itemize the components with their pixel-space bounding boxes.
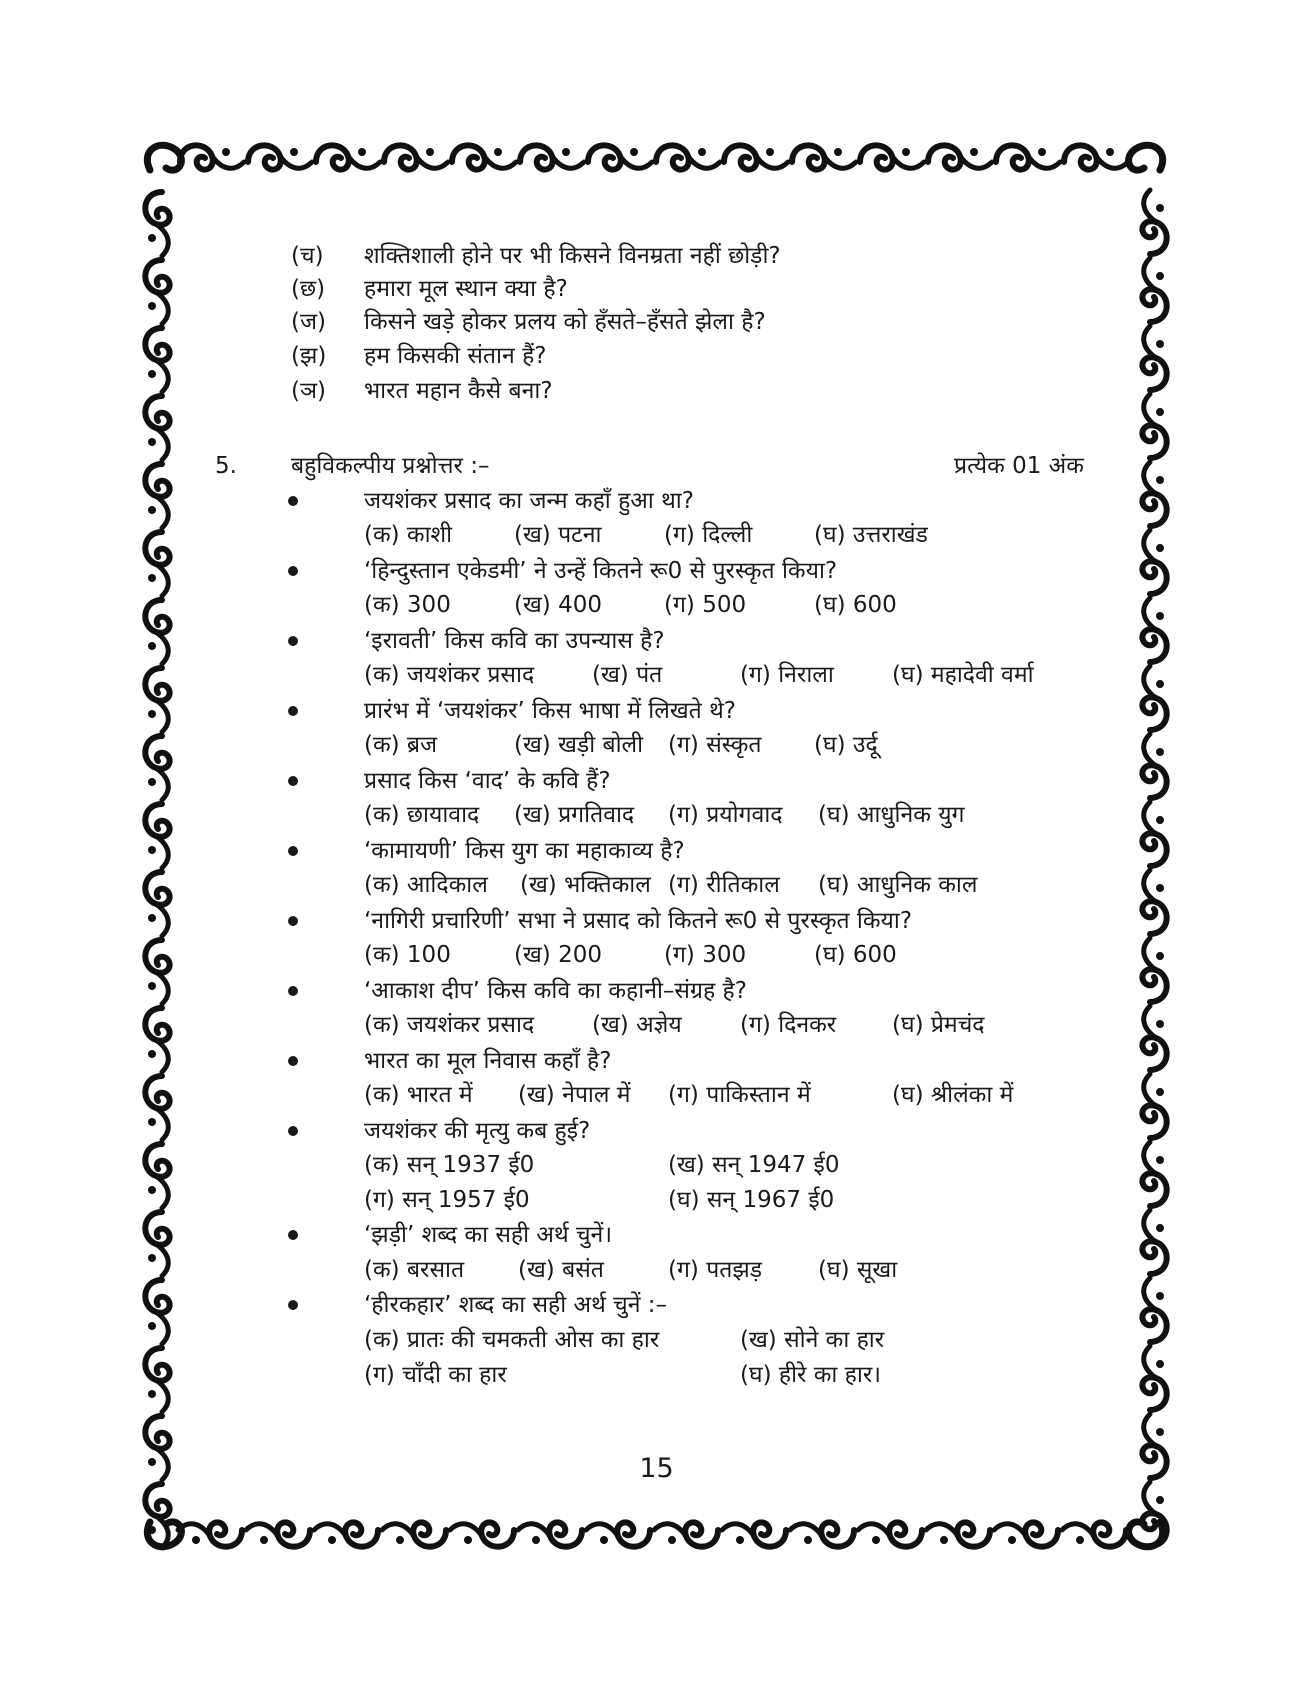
mcq-question: ‘नागिरी प्रचारिणी’ सभा ने प्रसाद को कितने रू0 से पुरस्कृत किया?: [364, 908, 913, 934]
section-number: 5.: [215, 453, 237, 479]
mcq-question: जयशंकर की मृत्यु कब हुई?: [364, 1118, 591, 1144]
mcq-option: (घ) सूखा: [818, 1257, 898, 1283]
mcq-question: जयशंकर प्रसाद का जन्म कहाँ हुआ था?: [364, 488, 694, 514]
subquestion-text: भारत महान कैसे बना?: [364, 378, 553, 404]
mcq-option: (ग) दिल्ली: [664, 522, 753, 548]
bullet-icon: [288, 636, 298, 646]
mcq-option: (ग) 500: [664, 592, 747, 618]
mcq-option: (ख) प्रगतिवाद: [514, 802, 635, 828]
mcq-option: (ग) संस्कृत: [668, 732, 762, 758]
mcq-option: (क) जयशंकर प्रसाद: [364, 662, 535, 688]
mcq-option: (घ) सन् 1967 ई0: [668, 1187, 835, 1213]
subquestion-label: (छ): [291, 276, 326, 302]
mcq-option: (घ) उर्दू: [814, 732, 878, 758]
bullet-icon: [288, 1230, 298, 1240]
mcq-option: (ख) 400: [514, 592, 602, 618]
mcq-option: (ख) सन् 1947 ई0: [668, 1152, 840, 1178]
mcq-option: (क) छायावाद: [364, 802, 480, 828]
subquestion-label: (च): [291, 243, 324, 269]
mcq-question: ‘हीरकहार’ शब्द का सही अर्थ चुनें :–: [364, 1292, 668, 1318]
bullet-icon: [288, 1056, 298, 1066]
mcq-question: प्रसाद किस ‘वाद’ के कवि हैं?: [364, 768, 611, 794]
subquestion-label: (ज): [291, 309, 327, 335]
mcq-option: (ख) 200: [514, 942, 602, 968]
bullet-icon: [288, 1126, 298, 1136]
mcq-question: प्रारंभ में ‘जयशंकर’ किस भाषा में लिखते थे?: [364, 698, 736, 724]
mcq-option: (क) प्रातः की चमकती ओस का हार: [364, 1327, 660, 1353]
mcq-option: (घ) 600: [814, 592, 897, 618]
mcq-option: (घ) आधुनिक काल: [818, 872, 978, 898]
mcq-option: (घ) उत्तराखंड: [814, 522, 928, 548]
mcq-option: (ख) पटना: [514, 522, 602, 548]
page-number: 15: [639, 1453, 674, 1484]
mcq-option: (ग) प्रयोगवाद: [668, 802, 783, 828]
bullet-icon: [288, 706, 298, 716]
mcq-option: (क) काशी: [364, 522, 453, 548]
subquestion-label: (झ): [291, 343, 327, 369]
mcq-question: ‘इरावती’ किस कवि का उपन्यास है?: [364, 628, 665, 654]
mcq-option: (क) भारत में: [364, 1082, 473, 1108]
mcq-option: (क) 300: [364, 592, 451, 618]
subquestion-text: किसने खड़े होकर प्रलय को हँसते–हँसते झेला है?: [364, 309, 766, 335]
section-marks: प्रत्येक 01 अंक: [954, 453, 1084, 479]
mcq-question: ‘कामायणी’ किस युग का महाकाव्य है?: [364, 838, 685, 864]
bullet-icon: [288, 1300, 298, 1310]
mcq-option: (क) जयशंकर प्रसाद: [364, 1012, 535, 1038]
subquestion-text: हमारा मूल स्थान क्या है?: [364, 276, 568, 302]
bullet-icon: [288, 496, 298, 506]
mcq-option: (क) 100: [364, 942, 451, 968]
mcq-option: (घ) हीरे का हार।: [740, 1362, 881, 1388]
mcq-option: (ग) पतझड़: [668, 1257, 763, 1283]
bullet-icon: [288, 566, 298, 576]
mcq-question: भारत का मूल निवास कहाँ है?: [364, 1048, 612, 1074]
bullet-icon: [288, 846, 298, 856]
mcq-option: (ख) सोने का हार: [740, 1327, 885, 1353]
mcq-option: (क) ब्रज: [364, 732, 438, 758]
mcq-option: (ख) अज्ञेय: [592, 1012, 682, 1038]
mcq-option: (ख) नेपाल में: [518, 1082, 631, 1108]
subquestion-text: शक्तिशाली होने पर भी किसने विनम्रता नहीं छोड़ी?: [364, 243, 781, 269]
mcq-option: (घ) 600: [814, 942, 897, 968]
mcq-option: (ग) दिनकर: [740, 1012, 837, 1038]
mcq-option: (ग) रीतिकाल: [668, 872, 780, 898]
bullet-icon: [288, 776, 298, 786]
subquestion-label: (ञ): [291, 378, 327, 404]
mcq-option: (ग) सन् 1957 ई0: [364, 1187, 530, 1213]
section-title: बहुविकल्पीय प्रश्नोत्तर :–: [291, 453, 490, 479]
mcq-option: (ग) निराला: [740, 662, 834, 688]
mcq-option: (ख) पंत: [592, 662, 663, 688]
mcq-option: (ग) चाँदी का हार: [364, 1362, 507, 1388]
mcq-option: (क) आदिकाल: [364, 872, 488, 898]
mcq-option: (ख) भक्तिकाल: [520, 872, 651, 898]
mcq-option: (घ) महादेवी वर्मा: [892, 662, 1034, 688]
bullet-icon: [288, 986, 298, 996]
mcq-option: (घ) प्रेमचंद: [892, 1012, 985, 1038]
subquestion-text: हम किसकी संतान हैं?: [364, 343, 547, 369]
mcq-option: (घ) आधुनिक युग: [818, 802, 965, 828]
bullet-icon: [288, 916, 298, 926]
mcq-option: (ख) बसंत: [518, 1257, 604, 1283]
mcq-option: (ग) 300: [664, 942, 747, 968]
mcq-option: (ग) पाकिस्तान में: [668, 1082, 811, 1108]
mcq-option: (घ) श्रीलंका में: [892, 1082, 1014, 1108]
mcq-option: (क) सन् 1937 ई0: [364, 1152, 535, 1178]
mcq-option: (ख) खड़ी बोली: [514, 732, 644, 758]
mcq-option: (क) बरसात: [364, 1257, 465, 1283]
mcq-question: ‘हिन्दुस्तान एकेडमी’ ने उन्हें कितने रू0 से पुरस्कृत किया?: [364, 558, 838, 584]
mcq-question: ‘आकाश दीप’ किस कवि का कहानी–संग्रह है?: [364, 978, 747, 1004]
mcq-question: ‘झड़ी’ शब्द का सही अर्थ चुनें।: [364, 1222, 613, 1248]
